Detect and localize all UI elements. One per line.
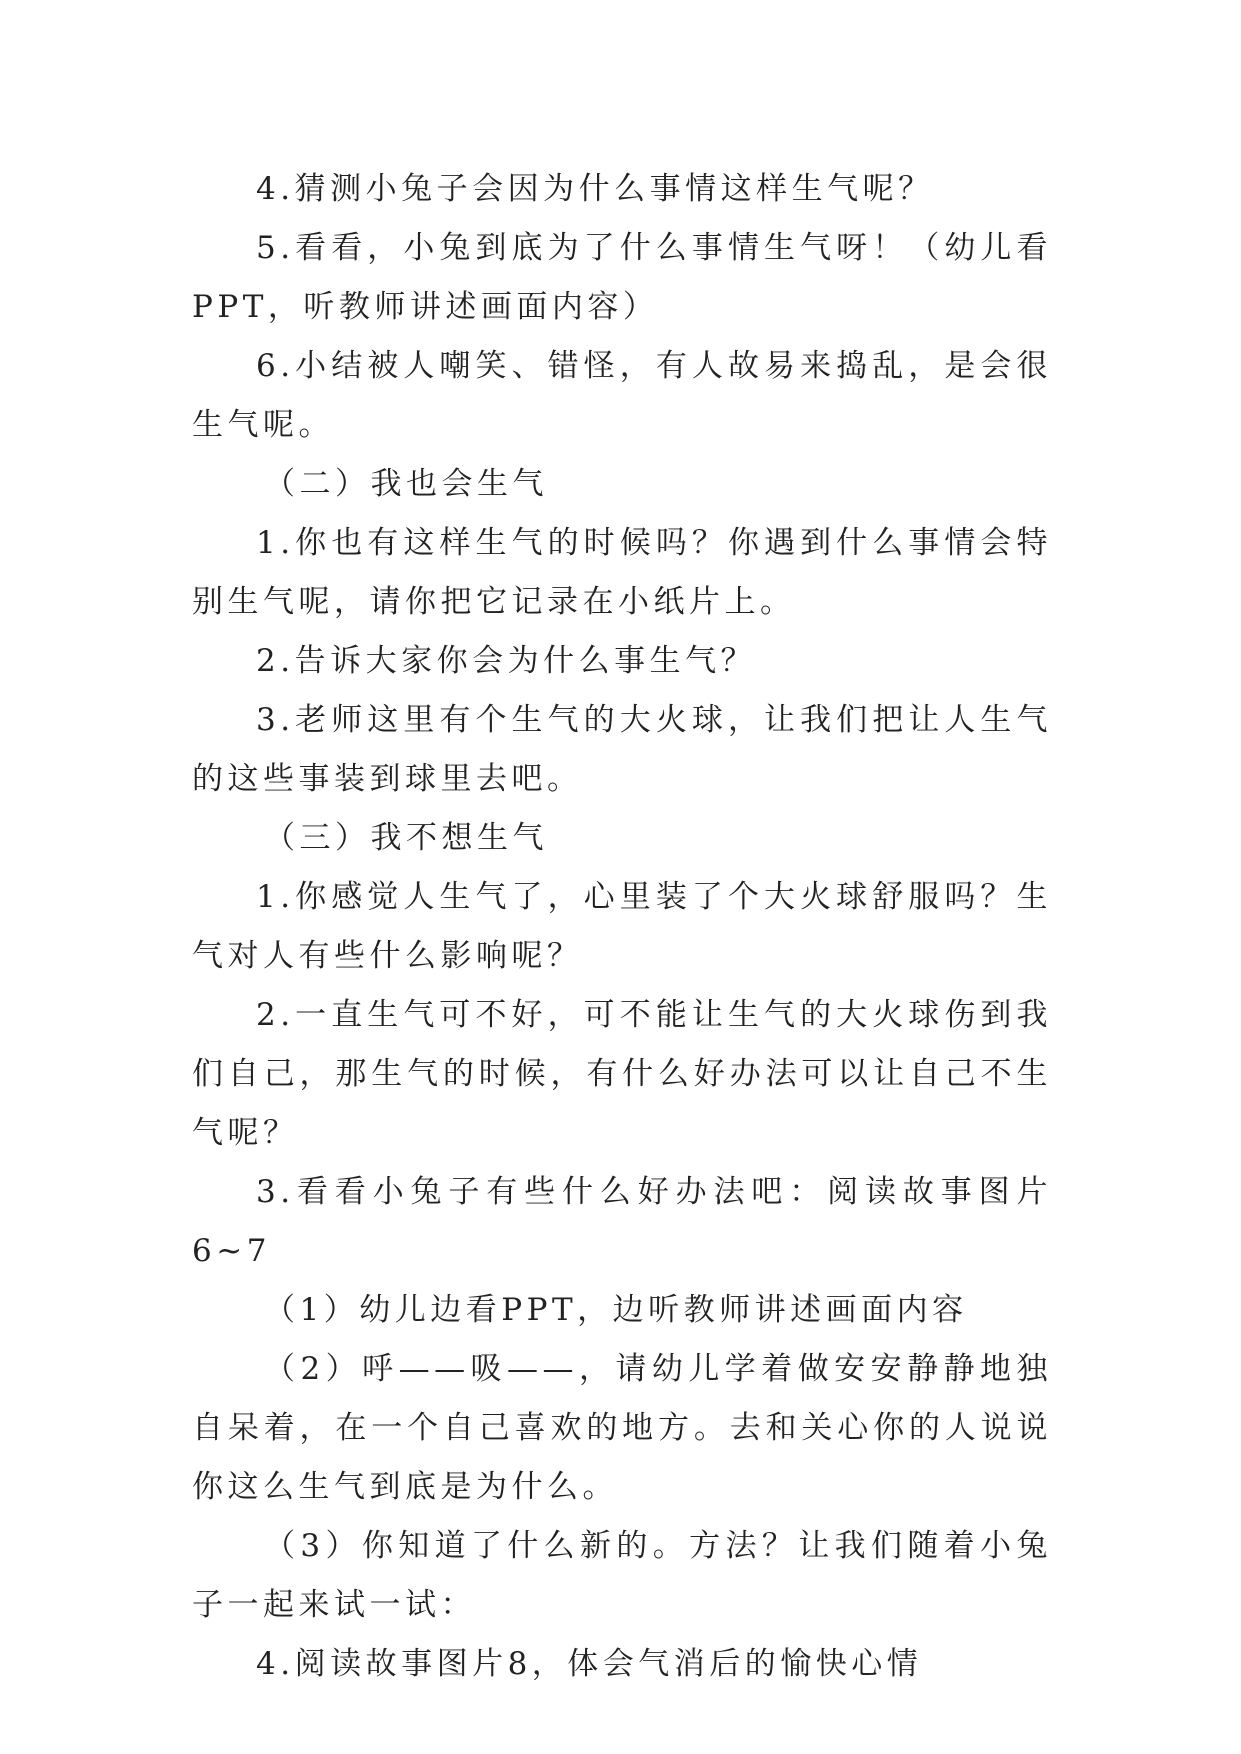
paragraph-good-methods: 2.一直生气可不好，可不能让生气的大火球伤到我们自己，那生气的时候，有什么好办法可以让自己不生气呢？ — [192, 997, 1052, 1151]
section-heading-i-get-angry: （二）我也会生气 — [264, 466, 548, 502]
paragraph-have-you-been-angry: 1.你也有这样生气的时候吗？你遇到什么事情会特别生气呢，请你把它记录在小纸片上。 — [192, 525, 1052, 620]
paragraph-read-pictures-6-7: 3.看看小兔子有些什么好办法吧：阅读故事图片6~7 — [192, 1174, 1052, 1269]
section-heading-dont-want-angry: （三）我不想生气 — [264, 820, 548, 856]
paragraph-tell-everyone: 2.告诉大家你会为什么事生气？ — [256, 643, 757, 679]
paragraph-fireball: 3.老师这里有个生气的大火球，让我们把让人生气的这些事装到球里去吧。 — [192, 702, 1052, 797]
document-body — [192, 160, 1052, 1694]
paragraph-watch-ppt: 5.看看，小兔到底为了什么事情生气呀！（幼儿看PPT，听教师讲述画面内容） — [192, 230, 1052, 325]
paragraph-guess-reason: 4.猜测小兔子会因为什么事情这样生气呢？ — [256, 171, 934, 207]
paragraph-step-2: （2）呼——吸——，请幼儿学着做安安静静地独自呆着，在一个自己喜欢的地方。去和关心你的人说说你这么生气到底是为什么。 — [192, 1351, 1052, 1505]
paragraph-read-picture-8: 4.阅读故事图片8，体会气消后的愉快心情 — [256, 1646, 923, 1682]
paragraph-summary: 6.小结被人嘲笑、错怪，有人故易来捣乱，是会很生气呢。 — [192, 348, 1052, 443]
paragraph-step-1: （1）幼儿边看PPT，边听教师讲述画面内容 — [264, 1292, 968, 1328]
paragraph-how-it-feels: 1.你感觉人生气了，心里装了个大火球舒服吗？生气对人有些什么影响呢？ — [192, 879, 1052, 974]
paragraph-step-3: （3）你知道了什么新的。方法？让我们随着小兔子一起来试一试： — [192, 1528, 1052, 1623]
